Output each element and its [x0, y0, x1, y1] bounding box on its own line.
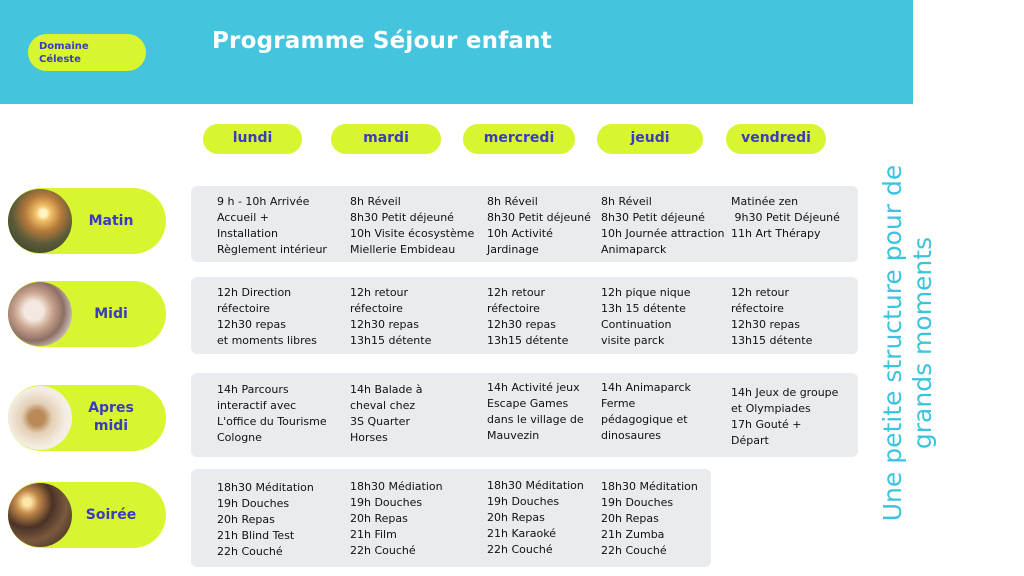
cell-matin-mardi: 8h Réveil 8h30 Petit déjeuné 10h Visite écosystème Miellerie Embideau — [350, 195, 475, 256]
cell-midi-lundi: 12h Direction réfectoire 12h30 repas et moments libres — [217, 286, 317, 347]
brand-line-1: Domaine — [39, 41, 89, 52]
cell-matin-mercredi: 8h Réveil 8h30 Petit déjeuné 10h Activité Jardinage — [487, 195, 591, 256]
horse-photo — [8, 386, 72, 450]
dining-photo — [8, 282, 72, 346]
side-tagline — [878, 143, 938, 543]
cell-midi-jeudi: 12h pique nique 13h 15 détente Continuation visite parck — [601, 286, 691, 347]
brand-badge — [28, 34, 146, 71]
cell-apres-midi-vendredi: 14h Jeux de groupe et Olympiades 17h Gouté + Départ — [731, 386, 839, 447]
cell-matin-lundi: 9 h - 10h Arrivée Accueil + Installation Règlement intérieur — [217, 195, 327, 256]
cell-soiree-mercredi: 18h30 Méditation 19h Douches 20h Repas 21h Karaoké 22h Couché — [487, 479, 584, 556]
day-header-mercredi: mercredi — [463, 124, 575, 154]
brand-line-2: Céleste — [39, 54, 81, 65]
cell-matin-vendredi: Matinée zen 9h30 Petit Déjeuné 11h Art Thérapy — [731, 195, 840, 240]
evening-lights-photo — [8, 483, 72, 547]
period-label-apres-midi — [66, 399, 156, 435]
side-tagline-line-1: Une petite structure pour de — [878, 164, 907, 522]
cell-soiree-jeudi: 18h30 Méditation 19h Douches 20h Repas 21h Zumba 22h Couché — [601, 480, 698, 557]
period-label-soiree: Soirée — [85, 507, 137, 523]
period-label-apres: Apres — [88, 400, 134, 416]
cell-apres-midi-jeudi: 14h Animaparck Ferme pédagogique et dinosaures — [601, 381, 691, 442]
day-header-vendredi: vendredi — [726, 124, 826, 154]
cell-apres-midi-lundi: 14h Parcours interactif avec L'office du Tourisme Cologne — [217, 383, 327, 444]
page-title: Programme Séjour enfant — [212, 28, 552, 54]
cell-matin-jeudi: 8h Réveil 8h30 Petit déjeuné 10h Journée attraction Animaparck — [601, 195, 725, 256]
cell-apres-midi-mardi: 14h Balade à cheval chez 3S Quarter Horses — [350, 383, 423, 444]
day-header-jeudi: jeudi — [597, 124, 703, 154]
cell-soiree-mardi: 18h30 Médiation 19h Douches 20h Repas 21h Film 22h Couché — [350, 480, 443, 557]
cell-soiree-lundi: 18h30 Méditation 19h Douches 20h Repas 21h Blind Test 22h Couché — [217, 481, 314, 558]
period-label-midi: Midi — [94, 306, 128, 322]
cell-midi-mardi: 12h retour réfectoire 12h30 repas 13h15 détente — [350, 286, 432, 347]
cell-midi-vendredi: 12h retour réfectoire 12h30 repas 13h15 détente — [731, 286, 813, 347]
cell-apres-midi-mercredi: 14h Activité jeux Escape Games dans le village de Mauvezin — [487, 381, 584, 442]
cell-midi-mercredi: 12h retour réfectoire 12h30 repas 13h15 détente — [487, 286, 569, 347]
side-tagline-line-2: grands moments — [908, 236, 937, 450]
sunrise-photo — [8, 189, 72, 253]
period-label-midi-2: midi — [93, 418, 129, 434]
period-label-matin: Matin — [88, 213, 134, 229]
day-header-lundi: lundi — [203, 124, 302, 154]
day-header-mardi: mardi — [331, 124, 441, 154]
